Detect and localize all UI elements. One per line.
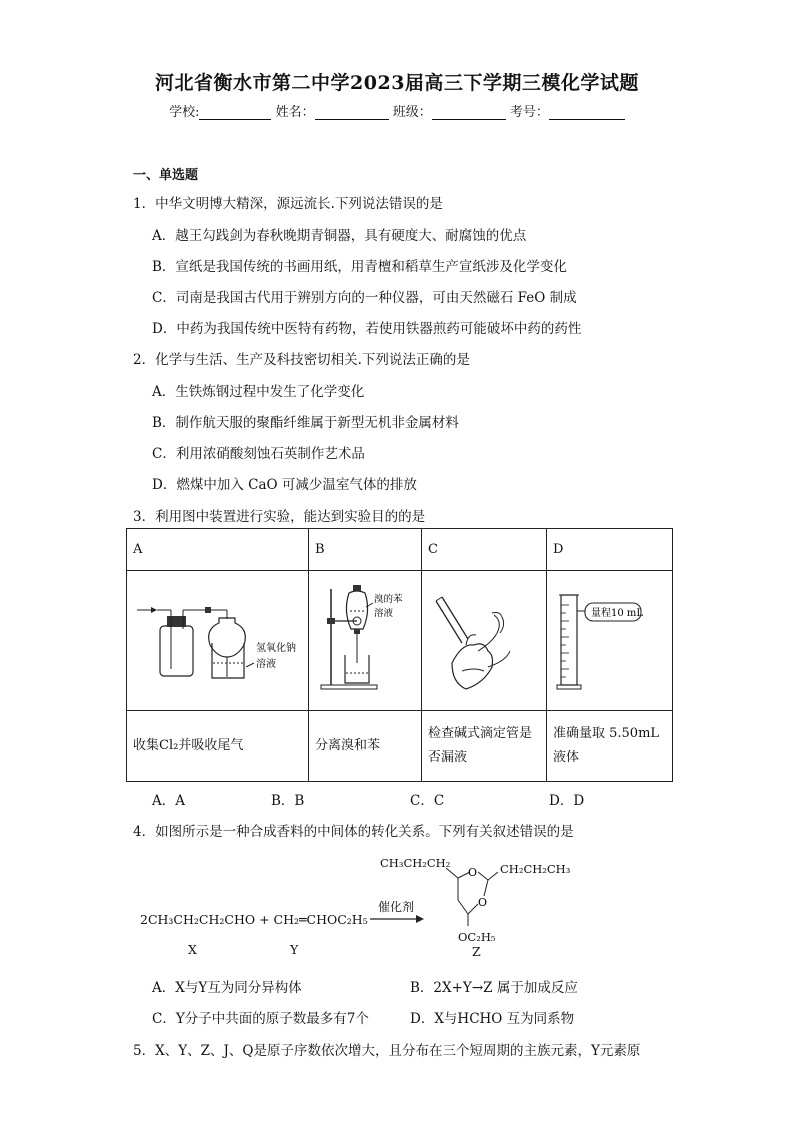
bromine-label-line2: 溶液 — [374, 608, 394, 619]
exam-id-blank[interactable] — [549, 105, 625, 120]
ring-oxygen-bottom: O — [478, 896, 488, 909]
q3-option-c[interactable]: C．C — [410, 793, 445, 809]
q2-option-c[interactable]: C．利用浓硝酸刻蚀石英制作艺术品 — [152, 446, 365, 462]
label-z: Z — [472, 944, 481, 959]
q1-option-a[interactable]: A．越王勾践剑为春秋晚期青铜器，具有硬度大、耐腐蚀的优点 — [152, 228, 527, 244]
name-blank[interactable] — [315, 105, 389, 120]
exam-id-label: 考号： — [509, 105, 549, 120]
q4-option-c[interactable]: C．Y分子中共面的原子数最多有7个 — [152, 1011, 369, 1027]
student-info-line — [0, 101, 794, 120]
bromine-label-bound — [368, 634, 402, 662]
page-title: 河北省衡水市第二中学2023届高三下学期三模化学试题 — [155, 72, 639, 94]
naoh-label-line1: 氢氧化钠 — [256, 643, 296, 654]
naoh-label-bound — [255, 641, 299, 671]
reaction-lhs: 2CH₃CH₂CH₂CHO + CH₂═CHOC₂H₅ — [140, 912, 368, 927]
cylinder-range-label: 量程10 mL — [591, 608, 644, 619]
class-blank[interactable] — [432, 105, 506, 120]
burette-hand-figure — [422, 571, 546, 706]
school-blank[interactable] — [199, 105, 271, 120]
reaction-arrow-icon — [368, 914, 426, 924]
q3-option-a[interactable]: A．A — [152, 793, 185, 809]
q3-caption-c: 检查碱式滴定管是否漏液 — [422, 711, 547, 782]
q3-figure-c-cell — [422, 571, 547, 711]
q5-stem: 5．X、Y、Z、J、Q是原子序数依次增大，且分布在三个短周期的主族元素，Y元素原 — [133, 1043, 641, 1059]
q3-figure-d-cell — [547, 571, 673, 711]
q1-option-b[interactable]: B．宣纸是我国传统的书画用纸，用青檀和稻草生产宣纸涉及化学变化 — [152, 259, 567, 275]
q1-stem: 1．中华文明博大精深，源远流长.下列说法错误的是 — [133, 196, 443, 212]
q3-header-a: A — [127, 529, 309, 571]
q3-caption-a: 收集Cl₂并吸收尾气 — [127, 711, 309, 782]
q3-option-b[interactable]: B．B — [271, 793, 305, 809]
ring-oxygen-top: O — [468, 866, 478, 879]
q3-header-d: D — [547, 529, 673, 571]
q3-header-b: B — [309, 529, 422, 571]
q4-option-a[interactable]: A．X与Y互为同分异构体 — [152, 980, 302, 996]
q2-option-d[interactable]: D．燃煤中加入 CaO 可减少温室气体的排放 — [152, 477, 417, 493]
z-ethoxy-group: OC₂H₅ — [458, 930, 496, 944]
class-label: 班级： — [392, 105, 432, 120]
q3-header-c: C — [422, 529, 547, 571]
q3-caption-b: 分离溴和苯 — [309, 711, 422, 782]
q2-option-a[interactable]: A．生铁炼钢过程中发生了化学变化 — [152, 384, 365, 400]
separatory-funnel-figure — [309, 571, 421, 706]
q2-stem: 2．化学与生活、生产及科技密切相关.下列说法正确的是 — [133, 352, 470, 368]
q3-caption-d: 准确量取 5.50mL 液体 — [547, 711, 673, 782]
q1-option-d[interactable]: D．中药为我国传统中医特有药物，若使用铁器煎药可能破坏中药的药性 — [152, 321, 582, 337]
gas-bottles-figure — [127, 571, 308, 706]
q4-stem: 4．如图所示是一种合成香料的中间体的转化关系。下列有关叙述错误的是 — [133, 824, 574, 840]
label-x: X — [188, 942, 197, 957]
q3-option-d[interactable]: D．D — [549, 793, 585, 809]
q4-option-d[interactable]: D．X与HCHO 互为同系物 — [410, 1011, 575, 1027]
school-label: 学校: — [169, 105, 200, 120]
section-title: 一、单选题 — [133, 168, 199, 183]
bromine-label-line1: 溴的苯 — [374, 594, 403, 605]
name-label: 姓名： — [275, 105, 315, 120]
label-y: Y — [290, 942, 299, 957]
q4-option-b[interactable]: B．2X+Y→Z 属于加成反应 — [410, 980, 578, 996]
catalyst-label: 催化剂 — [378, 900, 415, 914]
q2-option-b[interactable]: B．制作航天服的聚酯纤维属于新型无机非金属材料 — [152, 415, 459, 431]
q3-figure-b-cell — [309, 571, 422, 711]
q4-reaction-scheme — [140, 852, 580, 962]
naoh-label-line2: 溶液 — [256, 659, 276, 670]
graduated-cylinder-figure — [547, 571, 672, 706]
z-right-chain: CH₂CH₂CH₃ — [500, 862, 571, 876]
z-left-chain: CH₃CH₂CH₂ — [380, 856, 451, 870]
q1-option-c[interactable]: C．司南是我国古代用于辨别方向的一种仪器，可由天然磁石 FeO 制成 — [152, 290, 577, 306]
q3-stem: 3．利用图中装置进行实验，能达到实验目的的是 — [133, 509, 426, 525]
